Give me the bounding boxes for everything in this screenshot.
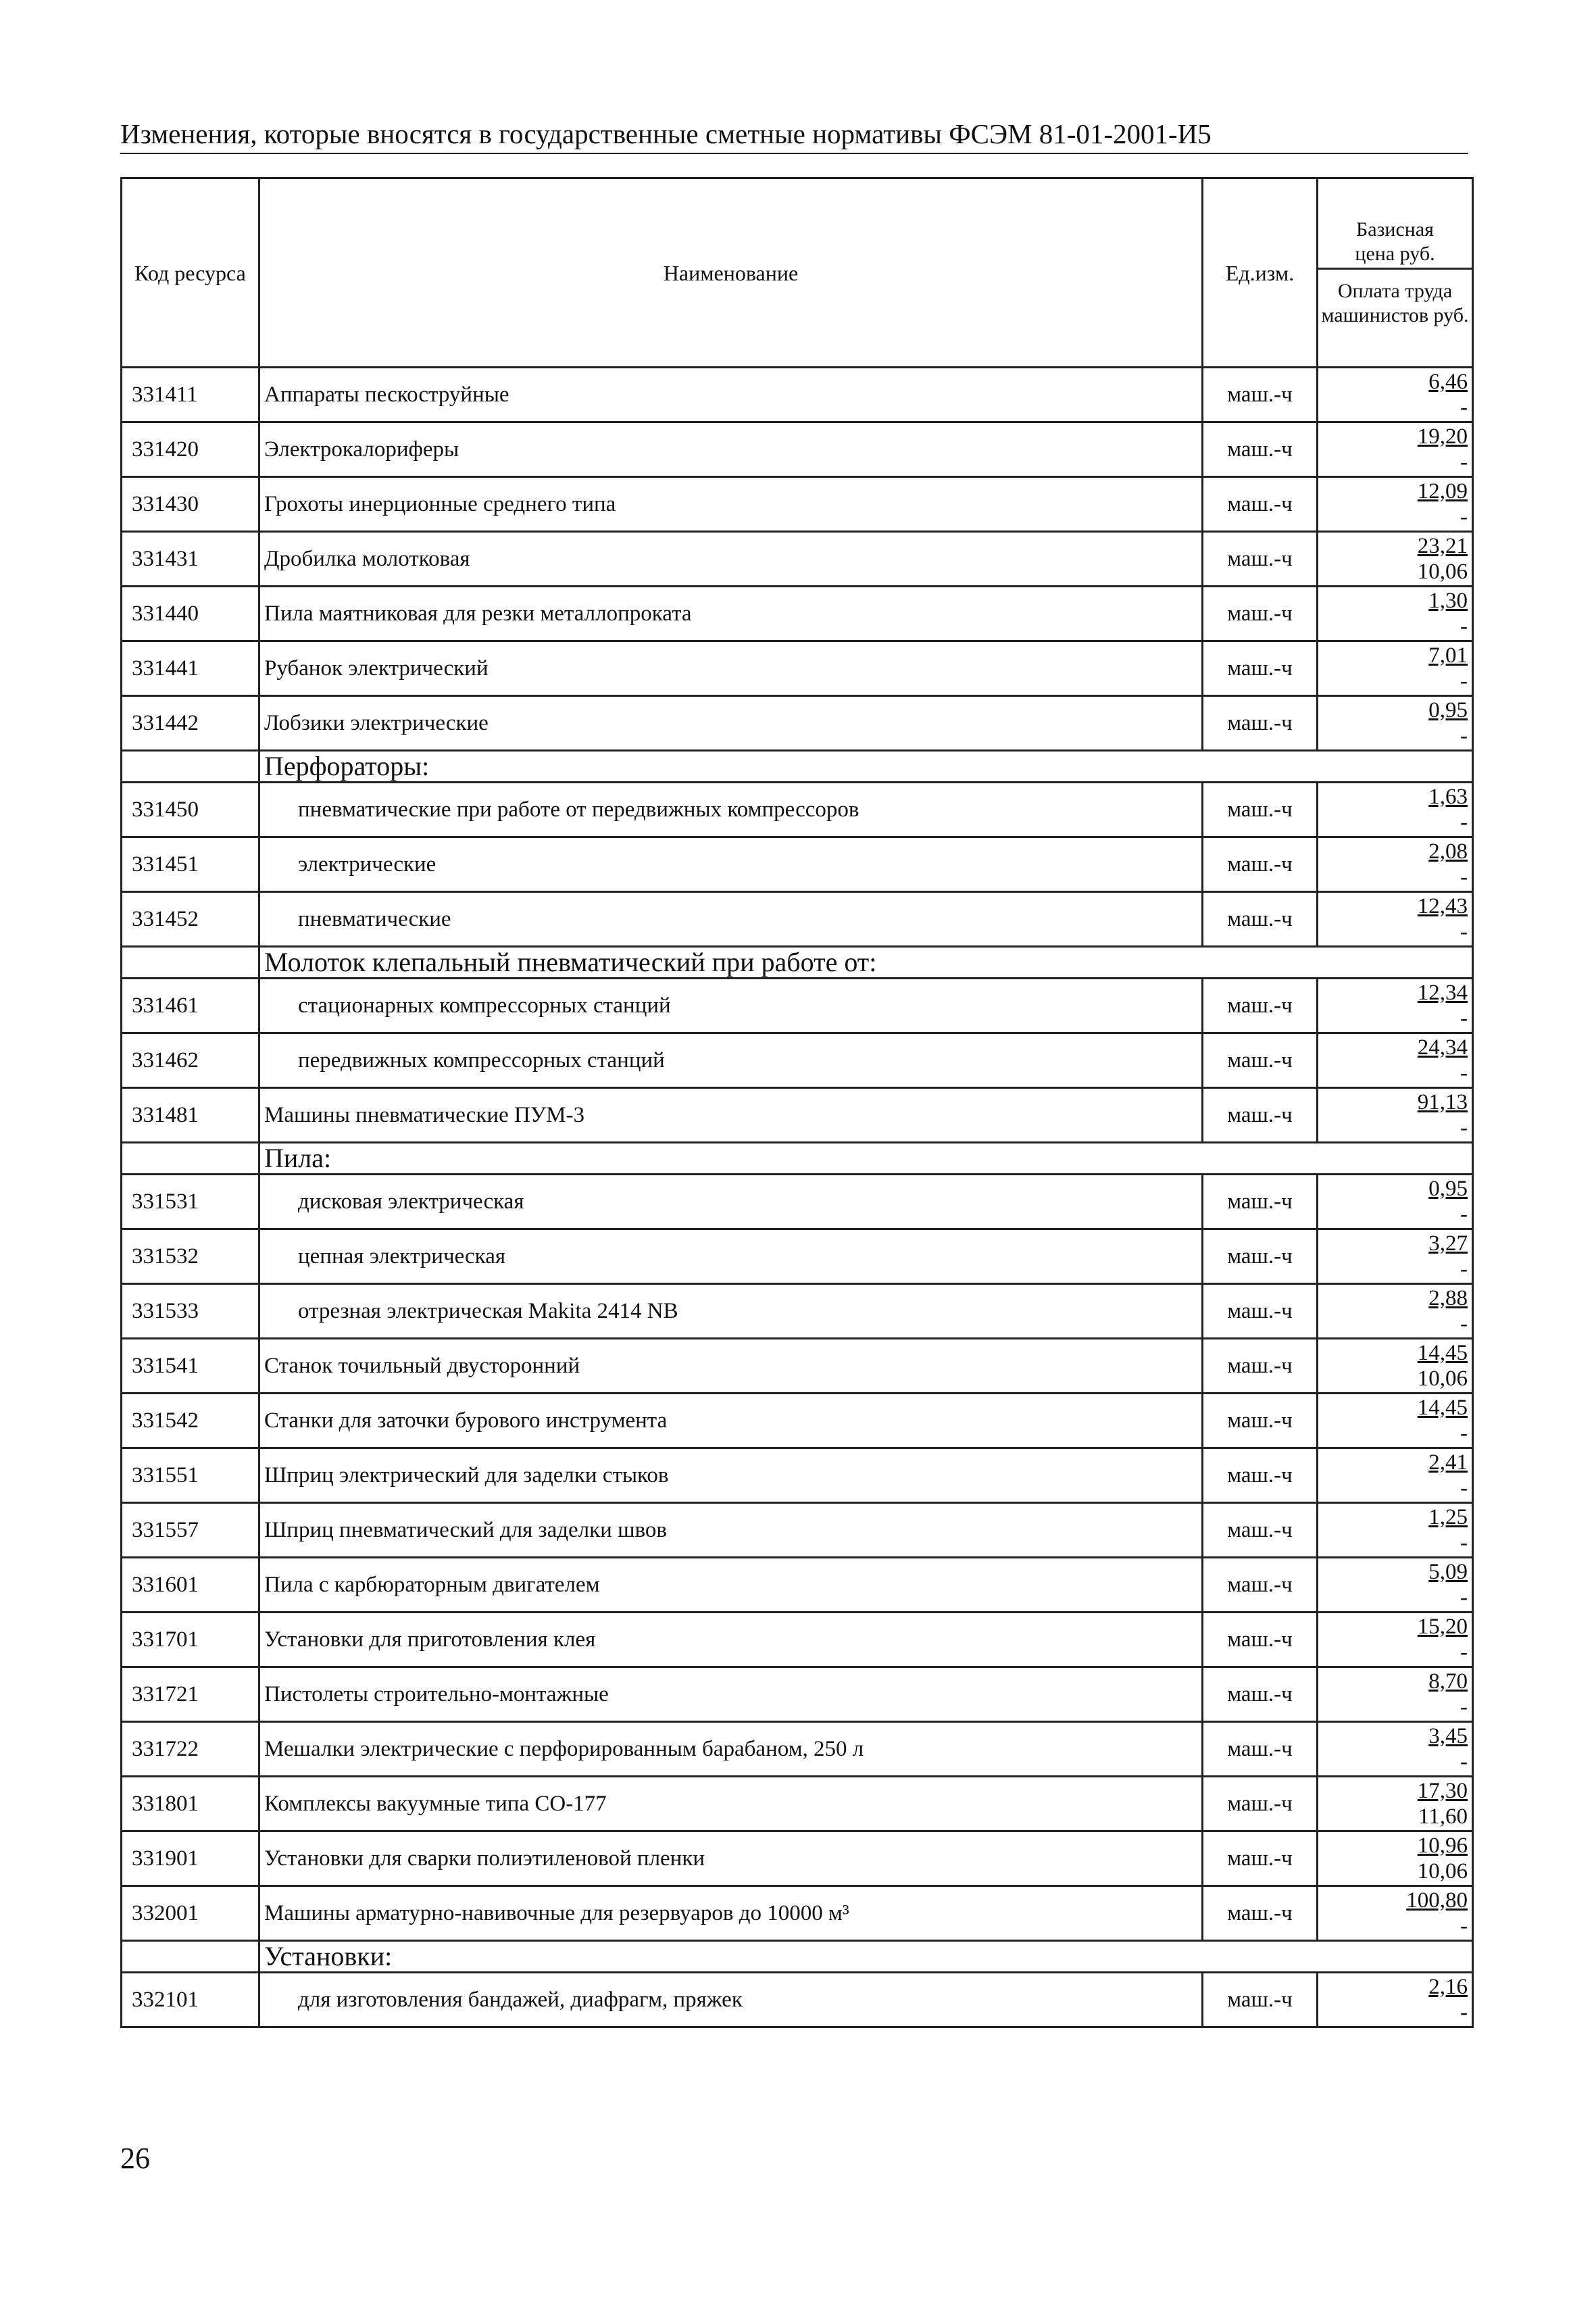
operator-labor-cost: 10,06 — [1417, 560, 1468, 584]
unit-of-measure: маш.-ч — [1203, 892, 1318, 947]
group-code-cell — [122, 947, 259, 979]
unit-of-measure: маш.-ч — [1203, 1088, 1318, 1143]
base-price: 6,46 — [1428, 370, 1468, 394]
resource-code: 331420 — [122, 422, 259, 477]
table-row — [122, 1229, 1473, 1284]
resource-name: Машины пневматические ПУМ-3 — [259, 1088, 1203, 1143]
table-row — [122, 1284, 1473, 1339]
table-row — [122, 1777, 1473, 1831]
price-cell — [1318, 1722, 1473, 1777]
group-heading-row — [122, 751, 1473, 783]
group-code-cell — [122, 751, 259, 783]
page-number: 26 — [120, 2142, 150, 2175]
table-row — [122, 892, 1473, 947]
table-row — [122, 641, 1473, 696]
unit-of-measure: маш.-ч — [1203, 1175, 1318, 1229]
operator-labor-cost: - — [1460, 865, 1468, 889]
price-cell — [1318, 1229, 1473, 1284]
table-row — [122, 587, 1473, 641]
resource-name: Машины арматурно-навивочные для резервуаров до 10000 м³ — [259, 1886, 1203, 1941]
resource-name: Грохоты инерционные среднего типа — [259, 477, 1203, 532]
resource-name: стационарных компрессорных станций — [259, 979, 1203, 1033]
base-price: 91,13 — [1417, 1090, 1468, 1114]
price-cell — [1318, 892, 1473, 947]
resource-name: пневматические при работе от передвижных компрессоров — [259, 783, 1203, 837]
group-heading: Пила: — [259, 1143, 1473, 1175]
resource-code: 331721 — [122, 1667, 259, 1722]
price-cell — [1318, 587, 1473, 641]
operator-labor-cost: - — [1460, 1116, 1468, 1140]
resource-code: 331450 — [122, 783, 259, 837]
resource-code: 332101 — [122, 1973, 259, 2027]
resource-code: 332001 — [122, 1886, 259, 1941]
resource-code: 331701 — [122, 1613, 259, 1667]
table-row — [122, 979, 1473, 1033]
resource-name: отрезная электрическая Makita 2414 NB — [259, 1284, 1203, 1339]
resource-name: электрические — [259, 837, 1203, 892]
operator-labor-cost: - — [1460, 1585, 1468, 1610]
unit-of-measure: маш.-ч — [1203, 641, 1318, 696]
unit-of-measure: маш.-ч — [1203, 1394, 1318, 1448]
operator-labor-cost: 10,06 — [1417, 1367, 1468, 1391]
operator-labor-cost: - — [1460, 1006, 1468, 1031]
operator-labor-cost: - — [1460, 724, 1468, 748]
price-cell — [1318, 532, 1473, 587]
price-cell — [1318, 837, 1473, 892]
operator-labor-cost: - — [1460, 450, 1468, 474]
price-cell — [1318, 477, 1473, 532]
group-code-cell — [122, 1143, 259, 1175]
base-price: 1,25 — [1428, 1505, 1468, 1529]
resource-code: 331533 — [122, 1284, 259, 1339]
operator-labor-cost: - — [1460, 1914, 1468, 1938]
unit-of-measure: маш.-ч — [1203, 1503, 1318, 1558]
group-heading: Молоток клепальный пневматический при работе от: — [259, 947, 1473, 979]
resource-name: Аппараты пескоструйные — [259, 368, 1203, 422]
price-cell — [1318, 1394, 1473, 1448]
resource-code: 331441 — [122, 641, 259, 696]
unit-of-measure: маш.-ч — [1203, 783, 1318, 837]
table-row — [122, 1033, 1473, 1088]
base-price: 10,96 — [1417, 1833, 1468, 1858]
base-price: 23,21 — [1417, 534, 1468, 558]
unit-of-measure: маш.-ч — [1203, 368, 1318, 422]
base-price: 15,20 — [1417, 1615, 1468, 1639]
price-cell — [1318, 1613, 1473, 1667]
operator-labor-cost: - — [1460, 1640, 1468, 1665]
table-row — [122, 1613, 1473, 1667]
base-price: 2,08 — [1428, 839, 1468, 864]
table-row — [122, 1831, 1473, 1886]
price-cell — [1318, 1339, 1473, 1394]
base-price: 19,20 — [1417, 424, 1468, 449]
table-row — [122, 1503, 1473, 1558]
table-row — [122, 696, 1473, 751]
unit-of-measure: маш.-ч — [1203, 1229, 1318, 1284]
resource-name: Мешалки электрические с перфорированным барабаном, 250 л — [259, 1722, 1203, 1777]
resource-name: цепная электрическая — [259, 1229, 1203, 1284]
base-price: 0,95 — [1428, 1177, 1468, 1201]
table-row — [122, 1175, 1473, 1229]
resource-code: 331722 — [122, 1722, 259, 1777]
resource-code: 331451 — [122, 837, 259, 892]
resource-code: 331901 — [122, 1831, 259, 1886]
resource-code: 331462 — [122, 1033, 259, 1088]
unit-of-measure: маш.-ч — [1203, 1613, 1318, 1667]
price-cell — [1318, 1777, 1473, 1831]
price-cell — [1318, 783, 1473, 837]
price-cell — [1318, 1503, 1473, 1558]
price-cell — [1318, 1033, 1473, 1088]
unit-of-measure: маш.-ч — [1203, 532, 1318, 587]
table-row — [122, 1088, 1473, 1143]
price-cell — [1318, 641, 1473, 696]
base-price: 12,43 — [1417, 894, 1468, 918]
resource-name: Станок точильный двусторонний — [259, 1339, 1203, 1394]
unit-of-measure: маш.-ч — [1203, 587, 1318, 641]
operator-labor-cost: - — [1460, 1202, 1468, 1227]
unit-of-measure: маш.-ч — [1203, 1558, 1318, 1613]
table-body — [122, 368, 1473, 2027]
table-row — [122, 1448, 1473, 1503]
resource-code: 331442 — [122, 696, 259, 751]
resource-code: 331411 — [122, 368, 259, 422]
base-price: 1,30 — [1428, 589, 1468, 613]
base-price: 100,80 — [1406, 1888, 1468, 1913]
base-price: 8,70 — [1428, 1669, 1468, 1694]
price-cell — [1318, 1973, 1473, 2027]
resource-name: Пила с карбюраторным двигателем — [259, 1558, 1203, 1613]
price-cell — [1318, 1284, 1473, 1339]
resource-name: Установки для приготовления клея — [259, 1613, 1203, 1667]
base-price: 12,34 — [1417, 981, 1468, 1005]
unit-of-measure: маш.-ч — [1203, 1339, 1318, 1394]
price-cell — [1318, 1667, 1473, 1722]
base-price: 3,27 — [1428, 1231, 1468, 1256]
col-header-code: Код ресурса — [122, 178, 259, 368]
resource-code: 331431 — [122, 532, 259, 587]
base-price: 2,88 — [1428, 1286, 1468, 1310]
base-price: 5,09 — [1428, 1560, 1468, 1584]
resource-name: Дробилка молотковая — [259, 532, 1203, 587]
header-rule — [120, 153, 1468, 154]
operator-labor-cost: - — [1460, 395, 1468, 420]
unit-of-measure: маш.-ч — [1203, 1448, 1318, 1503]
unit-of-measure: маш.-ч — [1203, 1667, 1318, 1722]
resource-name: Электрокалориферы — [259, 422, 1203, 477]
resource-name: Рубанок электрический — [259, 641, 1203, 696]
group-heading: Установки: — [259, 1941, 1473, 1973]
base-price: 14,45 — [1417, 1341, 1468, 1365]
base-price: 0,95 — [1428, 698, 1468, 722]
unit-of-measure: маш.-ч — [1203, 1284, 1318, 1339]
operator-labor-cost: - — [1460, 1531, 1468, 1555]
resource-name: передвижных компрессорных станций — [259, 1033, 1203, 1088]
resource-name: Шприц пневматический для заделки швов — [259, 1503, 1203, 1558]
price-cell — [1318, 696, 1473, 751]
price-cell — [1318, 368, 1473, 422]
table-row — [122, 422, 1473, 477]
base-price: 17,30 — [1417, 1779, 1468, 1803]
resource-code: 331542 — [122, 1394, 259, 1448]
base-price: 2,41 — [1428, 1450, 1468, 1475]
base-price: 14,45 — [1417, 1396, 1468, 1420]
resource-code: 331440 — [122, 587, 259, 641]
operator-labor-cost: - — [1460, 920, 1468, 944]
unit-of-measure: маш.-ч — [1203, 477, 1318, 532]
resource-code: 331532 — [122, 1229, 259, 1284]
col-header-unit: Ед.изм. — [1203, 178, 1318, 368]
resource-code: 331551 — [122, 1448, 259, 1503]
group-heading-row — [122, 947, 1473, 979]
table-row — [122, 477, 1473, 532]
table-header-row — [122, 178, 1473, 368]
resource-name: пневматические — [259, 892, 1203, 947]
group-heading: Перфораторы: — [259, 751, 1473, 783]
operator-labor-cost: - — [1460, 1476, 1468, 1500]
unit-of-measure: маш.-ч — [1203, 1886, 1318, 1941]
resource-code: 331461 — [122, 979, 259, 1033]
table-row — [122, 1558, 1473, 1613]
col-header-name: Наименование — [259, 178, 1203, 368]
price-cell — [1318, 1088, 1473, 1143]
operator-labor-cost: - — [1460, 810, 1468, 835]
base-price: 24,34 — [1417, 1035, 1468, 1060]
unit-of-measure: маш.-ч — [1203, 1831, 1318, 1886]
operator-labor-cost: 10,06 — [1417, 1859, 1468, 1884]
price-cell — [1318, 1448, 1473, 1503]
group-code-cell — [122, 1941, 259, 1973]
operator-labor-cost: - — [1460, 669, 1468, 693]
resource-code: 331531 — [122, 1175, 259, 1229]
price-cell — [1318, 1831, 1473, 1886]
resource-code: 331557 — [122, 1503, 259, 1558]
document-header: Изменения, которые вносятся в государственные сметные нормативы ФСЭМ 81-01-2001-И5 — [120, 118, 1212, 149]
base-price: 1,63 — [1428, 785, 1468, 809]
unit-of-measure: маш.-ч — [1203, 1973, 1318, 2027]
operator-labor-cost: - — [1460, 1257, 1468, 1281]
resource-name: Комплексы вакуумные типа СО-177 — [259, 1777, 1203, 1831]
resource-code: 331601 — [122, 1558, 259, 1613]
table-row — [122, 1722, 1473, 1777]
unit-of-measure: маш.-ч — [1203, 1777, 1318, 1831]
table-row — [122, 532, 1473, 587]
resource-name: Станки для заточки бурового инструмента — [259, 1394, 1203, 1448]
unit-of-measure: маш.-ч — [1203, 979, 1318, 1033]
price-cell — [1318, 979, 1473, 1033]
unit-of-measure: маш.-ч — [1203, 837, 1318, 892]
col-header-price — [1318, 178, 1473, 368]
table-row — [122, 368, 1473, 422]
operator-labor-cost: - — [1460, 1695, 1468, 1719]
table-row — [122, 783, 1473, 837]
operator-labor-cost: - — [1460, 614, 1468, 639]
resource-price-table — [120, 177, 1474, 2028]
resource-code: 331452 — [122, 892, 259, 947]
table-row — [122, 1886, 1473, 1941]
resource-code: 331430 — [122, 477, 259, 532]
price-cell — [1318, 1175, 1473, 1229]
operator-labor-cost: - — [1460, 1750, 1468, 1774]
table-row — [122, 837, 1473, 892]
resource-name: Пила маятниковая для резки металлопроката — [259, 587, 1203, 641]
unit-of-measure: маш.-ч — [1203, 1722, 1318, 1777]
unit-of-measure: маш.-ч — [1203, 422, 1318, 477]
base-price: 7,01 — [1428, 643, 1468, 668]
base-price: 3,45 — [1428, 1724, 1468, 1748]
col-header-price-base: Базисная цена руб. — [1318, 218, 1472, 270]
resource-name: Лобзики электрические — [259, 696, 1203, 751]
operator-labor-cost: 11,60 — [1418, 1804, 1468, 1829]
resource-name: Шприц электрический для заделки стыков — [259, 1448, 1203, 1503]
col-header-price-labor: Оплата труда машинистов руб. — [1321, 280, 1469, 326]
table-row — [122, 1339, 1473, 1394]
operator-labor-cost: - — [1460, 1061, 1468, 1085]
table-row — [122, 1667, 1473, 1722]
resource-name: Установки для сварки полиэтиленовой пленки — [259, 1831, 1203, 1886]
price-cell — [1318, 422, 1473, 477]
operator-labor-cost: - — [1460, 1421, 1468, 1446]
table-row — [122, 1394, 1473, 1448]
resource-code: 331481 — [122, 1088, 259, 1143]
base-price: 2,16 — [1428, 1975, 1468, 1999]
operator-labor-cost: - — [1460, 2000, 1468, 2025]
resource-name: для изготовления бандажей, диафрагм, пряжек — [259, 1973, 1203, 2027]
price-cell — [1318, 1558, 1473, 1613]
operator-labor-cost: - — [1460, 1312, 1468, 1336]
group-heading-row — [122, 1143, 1473, 1175]
resource-code: 331801 — [122, 1777, 259, 1831]
price-cell — [1318, 1886, 1473, 1941]
base-price: 12,09 — [1417, 479, 1468, 503]
resource-name: дисковая электрическая — [259, 1175, 1203, 1229]
group-heading-row — [122, 1941, 1473, 1973]
unit-of-measure: маш.-ч — [1203, 696, 1318, 751]
operator-labor-cost: - — [1460, 505, 1468, 529]
resource-code: 331541 — [122, 1339, 259, 1394]
table-row — [122, 1973, 1473, 2027]
resource-name: Пистолеты строительно-монтажные — [259, 1667, 1203, 1722]
unit-of-measure: маш.-ч — [1203, 1033, 1318, 1088]
